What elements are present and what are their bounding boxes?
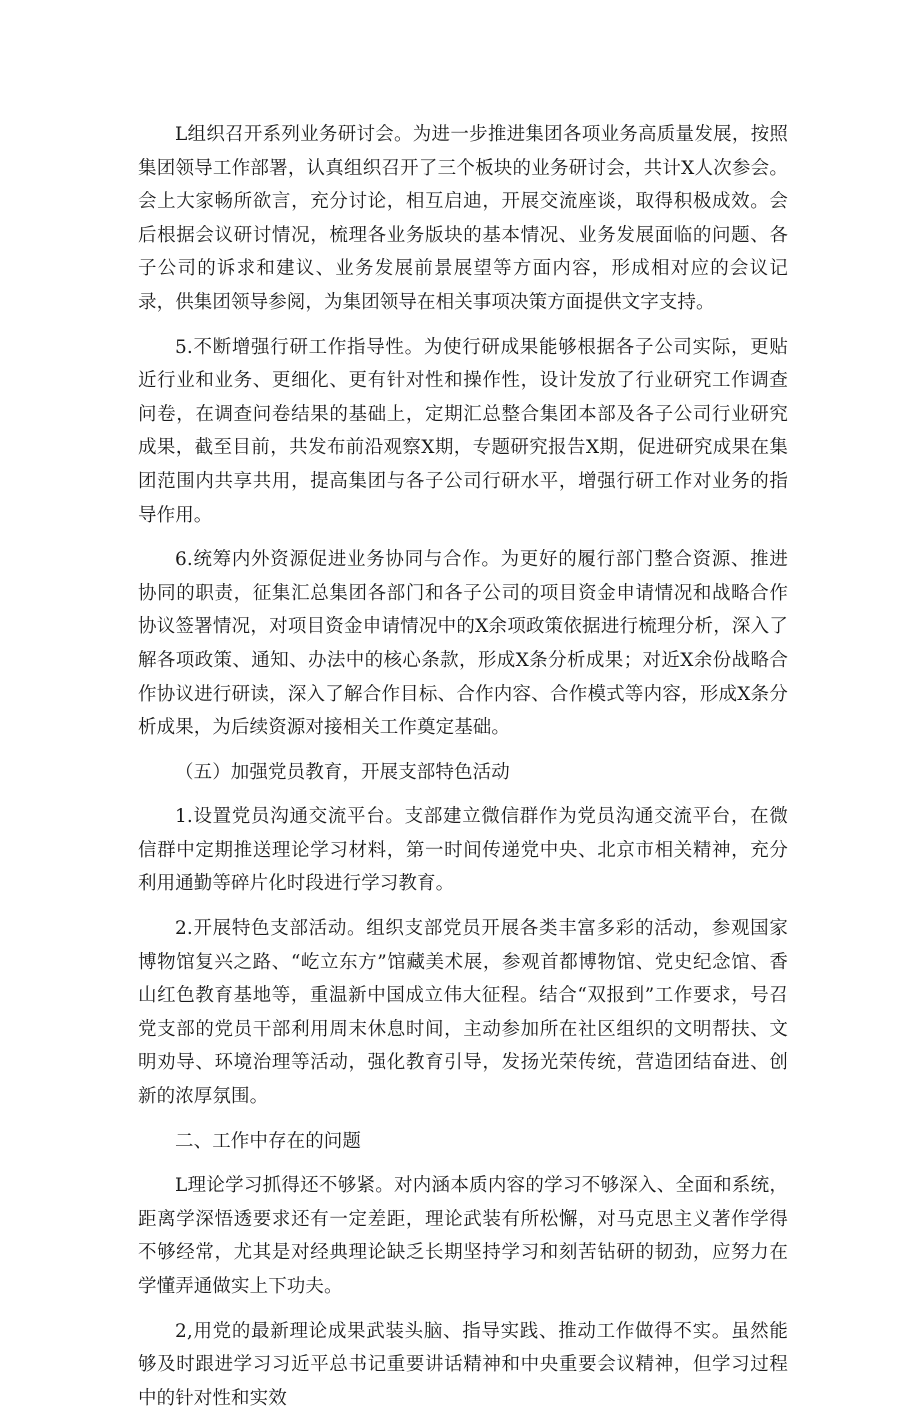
document-body	[138, 118, 788, 1415]
paragraph-communication-platform: 1.设置党员沟通交流平台。支部建立微信群作为党员沟通交流平台，在微信群中定期推送理论学习材料，第一时间传递党中央、北京市相关精神，充分利用通勤等碎片化时段进行学习教育。	[138, 806, 788, 895]
paragraph-theory-application: 2,用党的最新理论成果武装头脑、指导实践、推动工作做得不实。虽然能够及时跟进学习习近平总书记重要讲话精神和中央重要会议精神，但学习过程中的针对性和实效	[138, 1320, 788, 1409]
section-heading-problems: 二、工作中存在的问题	[175, 1130, 362, 1152]
section-heading-party-education: （五）加强党员教育，开展支部特色活动	[175, 761, 510, 783]
paragraph-business-seminar: L组织召开系列业务研讨会。为进一步推进集团各项业务高质量发展，按照集团领导工作部署，认真组织召开了三个板块的业务研讨会，共计X人次参会。会上大家畅所欲言，充分讨论，相互启迪，开展交流座谈，取得积极成效。会后根据会议研讨情况，梳理各业务版块的基本情况、业务发展面临的问题、各子公司的诉求和建议、业务发展前景展望等方面内容，形成相对应的会议记录，供集团领导参阅，为集团领导在相关事项决策方面提供文字支持。	[138, 124, 788, 313]
paragraph-theory-study: L理论学习抓得还不够紧。对内涵本质内容的学习不够深入、全面和系统，距离学深悟透要求还有一定差距，理论武装有所松懈，对马克思主义著作学得不够经常，尤其是对经典理论缺乏长期坚持学习和刻苦钻研的韧劲，应努力在学懂弄通做实上下功夫。	[138, 1175, 788, 1297]
paragraph-research-guidance: 5.不断增强行研工作指导性。为使行研成果能够根据各子公司实际，更贴近行业和业务、更细化、更有针对性和操作性，设计发放了行业研究工作调查问卷，在调查问卷结果的基础上，定期汇总整合集团本部及各子公司行业研究成果，截至目前，共发布前沿观察X期，专题研究报告X期，促进研究成果在集团范围内共享共用，提高集团与各子公司行研水平，增强行研工作对业务的指导作用。	[138, 336, 788, 526]
paragraph-resource-coordination: 6.统筹内外资源促进业务协同与合作。为更好的履行部门整合资源、推进协同的职责，征集汇总集团各部门和各子公司的项目资金申请情况和战略合作协议签署情况，对项目资金申请情况中的X余项政策依据进行梳理分析，深入了解各项政策、通知、办法中的核心条款，形成X条分析成果；对近X余份战略合作协议进行研读，深入了解合作目标、合作内容、合作模式等内容，形成X条分析成果，为后续资源对接相关工作奠定基础。	[138, 549, 788, 739]
paragraph-branch-activities: 2.开展特色支部活动。组织支部党员开展各类丰富多彩的活动，参观国家博物馆复兴之路、“屹立东方”馆藏美术展，参观首都博物馆、党史纪念馆、香山红色教育基地等，重温新中国成立伟大征程。结合“双报到”工作要求，号召党支部的党员干部利用周末休息时间，主动参加所在社区组织的文明帮扶、文明劝导、环境治理等活动，强化教育引导，发扬光荣传统，营造团结奋进、创新的浓厚氛围。	[138, 918, 788, 1108]
